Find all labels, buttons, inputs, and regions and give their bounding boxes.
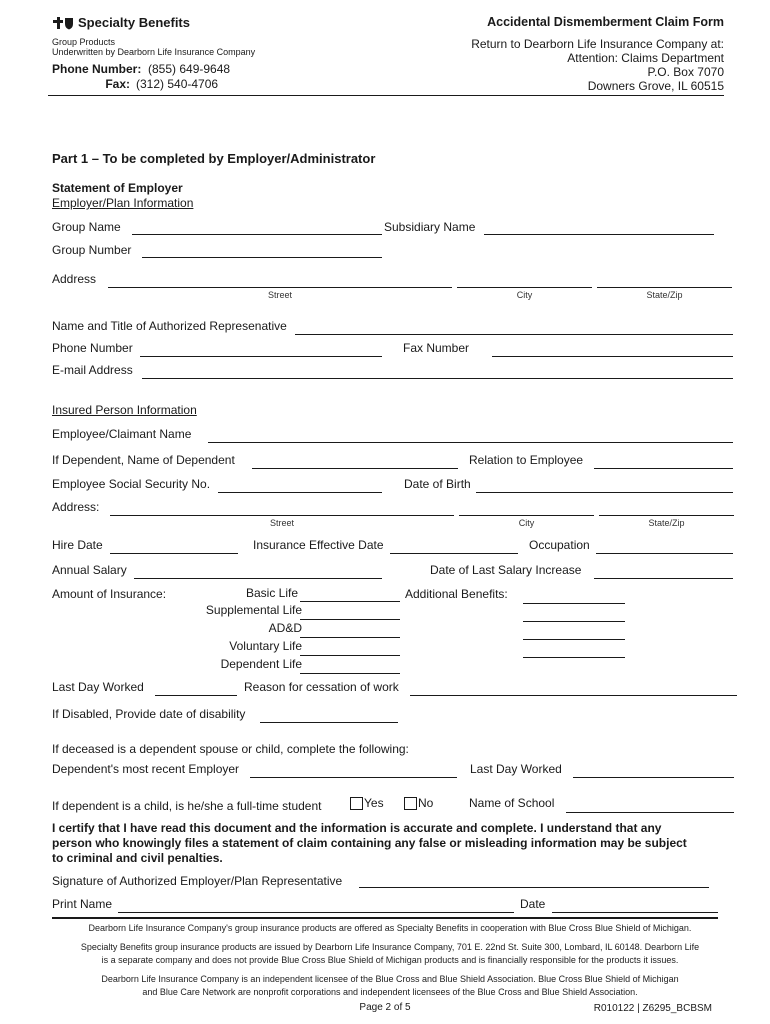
footer-line-3b: and Blue Care Network are nonprofit corporations and independent licensees of the Blue Cross and Blue Shield Association. — [142, 987, 638, 997]
footer-line-3a: Dearborn Life Insurance Company is an independent licensee of the Blue Cross and Blue Shield Association. Blue Cross Blue Shield of Michigan — [101, 974, 679, 984]
add-field[interactable] — [300, 637, 400, 638]
ins-eff-date-field[interactable] — [390, 553, 518, 554]
form-title: Accidental Dismemberment Claim Form — [487, 15, 724, 29]
brand-name: Specialty Benefits — [78, 15, 190, 30]
form-code: R010122 | Z6295_BCBSM — [593, 1003, 712, 1014]
auth-rep-label: Name and Title of Authorized Represenative — [52, 319, 287, 333]
dependent-name-field[interactable] — [252, 468, 458, 469]
dob-label: Date of Birth — [404, 477, 471, 491]
date-field[interactable] — [552, 912, 718, 913]
additional-benefits-label: Additional Benefits: — [405, 587, 508, 601]
additional-benefit-field-4[interactable] — [523, 657, 625, 658]
dob-field[interactable] — [476, 492, 733, 493]
ins-eff-date-label: Insurance Effective Date — [253, 538, 384, 552]
group-products: Group Products — [52, 37, 116, 47]
certify-line-1: I certify that I have read this document and the information is accurate and complete. I understand that any — [52, 821, 662, 835]
amount-ins-label: Amount of Insurance: — [52, 587, 167, 601]
dep-life-label: Dependent Life — [220, 657, 302, 671]
deceased-note: If deceased is a dependent spouse or child, complete the following: — [52, 742, 409, 756]
print-name-field[interactable] — [118, 912, 514, 913]
certify-line-2: person who knowingly files a statement of claim containing any false or misleading information may be subject — [52, 836, 687, 850]
group-number-label: Group Number — [52, 243, 132, 257]
insured-info-heading: Insured Person Information — [52, 403, 197, 417]
phone-label: Phone Number: — [52, 62, 142, 76]
insured-street-caption: Street — [269, 518, 294, 528]
footer-line-1: Dearborn Life Insurance Company's group insurance products are offered as Specialty Benefits in cooperation with Blue Cross Blue Shield of Michigan. — [88, 923, 692, 933]
print-name-label: Print Name — [52, 897, 113, 911]
claimant-name-label: Employee/Claimant Name — [52, 427, 192, 441]
address-street-field[interactable] — [108, 287, 452, 288]
employer-info-heading: Employer/Plan Information — [52, 196, 194, 210]
underwritten-by: Underwritten by Dearborn Life Insurance Company — [52, 47, 256, 57]
return-line-2: Attention: Claims Department — [567, 51, 724, 65]
additional-benefit-field-1[interactable] — [523, 603, 625, 604]
signature-field[interactable] — [359, 887, 709, 888]
insured-state-zip-field[interactable] — [599, 515, 734, 516]
fax-number-label: Fax Number — [403, 341, 470, 355]
hire-date-label: Hire Date — [52, 538, 103, 552]
annual-salary-label: Annual Salary — [52, 563, 127, 577]
group-name-label: Group Name — [52, 220, 121, 234]
statement-of-employer: Statement of Employer — [52, 181, 183, 195]
fax-number-field[interactable] — [492, 356, 733, 357]
dep-last-day-field[interactable] — [573, 777, 734, 778]
dep-life-field[interactable] — [300, 673, 400, 674]
child-fulltime-label: If dependent is a child, is he/she a full-time student — [52, 799, 322, 813]
supp-life-label: Supplemental Life — [205, 603, 302, 617]
yes-checkbox[interactable] — [350, 797, 363, 810]
basic-life-label: Basic Life — [245, 586, 298, 600]
disabled-date-field[interactable] — [260, 722, 398, 723]
additional-benefit-field-2[interactable] — [523, 621, 625, 622]
claimant-name-field[interactable] — [208, 442, 733, 443]
dep-employer-field[interactable] — [250, 777, 457, 778]
relation-field[interactable] — [594, 468, 733, 469]
address-label: Address — [52, 272, 97, 286]
last-salary-inc-field[interactable] — [594, 578, 733, 579]
group-number-field[interactable] — [142, 257, 382, 258]
phone-number-label: Phone Number — [52, 341, 133, 355]
dep-last-day-label: Last Day Worked — [470, 762, 562, 776]
reason-cessation-field[interactable] — [410, 695, 737, 696]
return-line-1: Return to Dearborn Life Insurance Company at: — [471, 37, 724, 51]
phone-value: (855) 649-9648 — [148, 62, 231, 76]
occupation-field[interactable] — [596, 553, 733, 554]
ssn-field[interactable] — [218, 492, 382, 493]
footer-line-2b: is a separate company and does not provide Blue Cross Blue Shield of Michigan products and is financially responsible for the products it issues. — [101, 955, 679, 965]
insured-city-caption: City — [518, 518, 535, 528]
annual-salary-field[interactable] — [134, 578, 382, 579]
school-name-field[interactable] — [566, 812, 734, 813]
subsidiary-name-label: Subsidiary Name — [384, 220, 476, 234]
fax-value: (312) 540-4706 — [136, 77, 219, 91]
yes-label: Yes — [364, 796, 384, 810]
basic-life-field[interactable] — [300, 601, 400, 602]
address-state-zip-field[interactable] — [597, 287, 732, 288]
no-checkbox[interactable] — [404, 797, 417, 810]
phone-number-field[interactable] — [140, 356, 382, 357]
school-name-label: Name of School — [469, 796, 555, 810]
signature-label: Signature of Authorized Employer/Plan Representative — [52, 874, 343, 888]
footer-line-2a: Specialty Benefits group insurance products are issued by Dearborn Life Insurance Company, 701 E. 22nd St. Suite 300, Lombard, IL 60148. Dearborn Life — [80, 942, 700, 952]
return-line-4: Downers Grove, IL 60515 — [587, 79, 724, 93]
certify-line-3: to criminal and civil penalties. — [52, 851, 223, 865]
relation-label: Relation to Employee — [469, 453, 584, 467]
email-label: E-mail Address — [52, 363, 133, 377]
footer-divider — [52, 917, 718, 919]
vol-life-field[interactable] — [300, 655, 400, 656]
fax-label: Fax: — [105, 77, 130, 91]
email-field[interactable] — [142, 378, 733, 379]
return-line-3: P.O. Box 7070 — [647, 65, 724, 79]
vol-life-label: Voluntary Life — [229, 639, 302, 653]
last-day-worked-label: Last Day Worked — [52, 680, 144, 694]
insured-address-label: Address: — [52, 500, 100, 514]
state-zip-caption: State/Zip — [646, 290, 683, 300]
city-caption: City — [516, 290, 533, 300]
group-name-field[interactable] — [132, 234, 382, 235]
supp-life-field[interactable] — [300, 619, 400, 620]
date-label: Date — [520, 897, 546, 911]
subsidiary-name-field[interactable] — [484, 234, 714, 235]
hire-date-field[interactable] — [110, 553, 238, 554]
ssn-label: Employee Social Security No. — [52, 477, 211, 491]
additional-benefit-field-3[interactable] — [523, 639, 625, 640]
last-salary-inc-label: Date of Last Salary Increase — [430, 563, 582, 577]
header-divider — [48, 95, 724, 96]
insured-state-zip-caption: State/Zip — [648, 518, 685, 528]
no-label: No — [418, 796, 434, 810]
address-city-field[interactable] — [457, 287, 592, 288]
disabled-date-label: If Disabled, Provide date of disability — [52, 707, 246, 721]
dependent-name-label: If Dependent, Name of Dependent — [52, 453, 235, 467]
auth-rep-field[interactable] — [295, 334, 733, 335]
street-caption: Street — [267, 290, 292, 300]
reason-cessation-label: Reason for cessation of work — [244, 680, 399, 694]
insured-city-field[interactable] — [459, 515, 594, 516]
last-day-worked-field[interactable] — [155, 695, 237, 696]
insured-street-field[interactable] — [110, 515, 454, 516]
occupation-label: Occupation — [529, 538, 590, 552]
part1-title: Part 1 – To be completed by Employer/Administrator — [52, 151, 376, 166]
add-label: AD&D — [268, 621, 302, 635]
dep-employer-label: Dependent's most recent Employer — [52, 762, 240, 776]
bcbs-logo-icon — [52, 16, 74, 30]
page-number: Page 2 of 5 — [359, 1002, 411, 1013]
